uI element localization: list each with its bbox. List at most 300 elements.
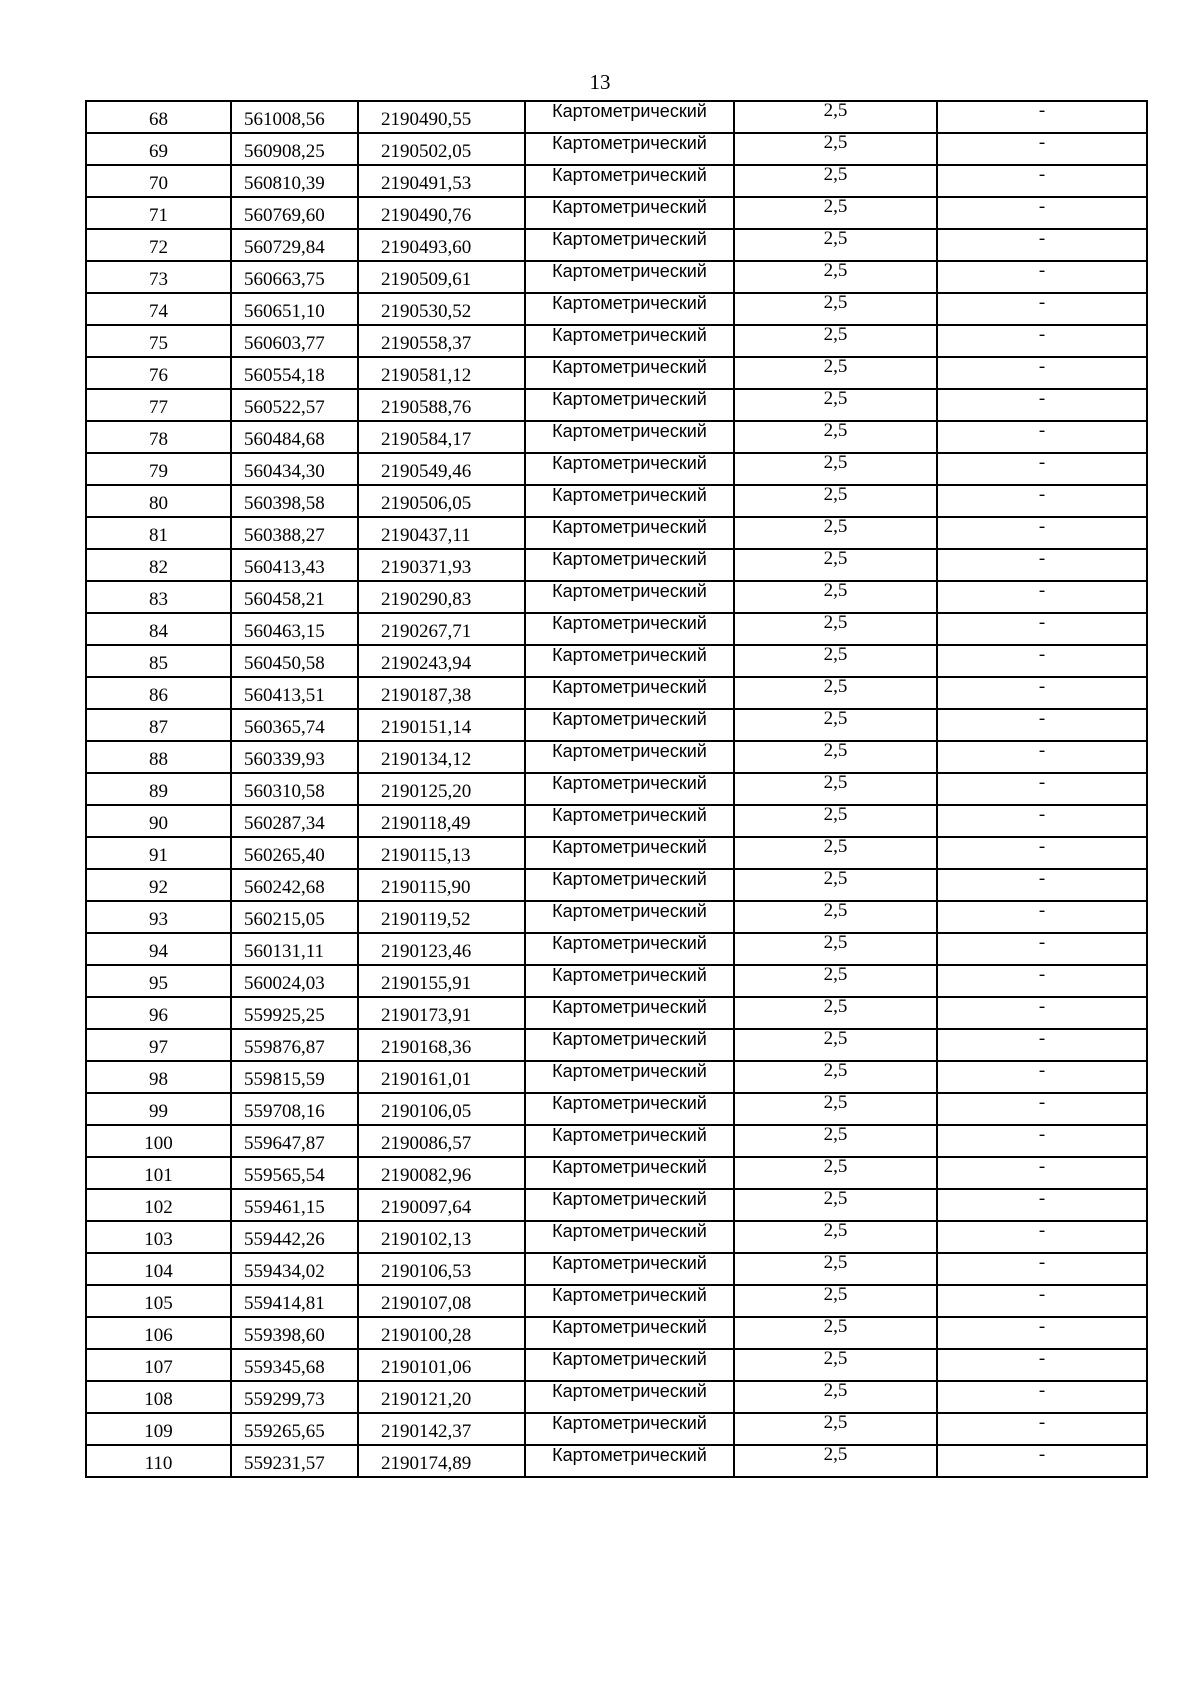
x-coordinate-cell (231, 709, 358, 741)
accuracy-cell (734, 933, 937, 965)
x-coordinate-cell-text: 560365,74 (244, 717, 325, 738)
accuracy-cell-text: 2,5 (823, 1349, 848, 1369)
y-coordinate-cell-text: 2190558,37 (381, 333, 472, 354)
point-number-cell (86, 549, 231, 581)
y-coordinate-cell-text: 2190584,17 (381, 429, 472, 450)
y-coordinate-cell-text: 2190493,60 (381, 237, 472, 258)
description-cell-text: - (1038, 133, 1046, 153)
y-coordinate-cell (358, 1189, 525, 1221)
method-cell (525, 1253, 734, 1285)
y-coordinate-cell-text: 2190530,52 (381, 301, 472, 322)
point-number-cell-text: 94 (149, 941, 168, 962)
accuracy-cell (734, 1093, 937, 1125)
y-coordinate-cell (358, 517, 525, 549)
y-coordinate-cell-text: 2190502,05 (381, 141, 472, 162)
method-cell (525, 581, 734, 613)
method-cell-text: Картометрический (552, 133, 707, 153)
y-coordinate-cell-text: 2190173,91 (381, 1005, 472, 1026)
method-cell (525, 261, 734, 293)
method-cell-text: Картометрический (552, 485, 707, 505)
description-cell-text: - (1038, 1381, 1046, 1401)
method-cell-text: Картометрический (552, 1253, 707, 1273)
point-number-cell-text: 107 (144, 1357, 173, 1378)
y-coordinate-cell-text: 2190123,46 (381, 941, 472, 962)
point-number-cell-text: 92 (149, 877, 168, 898)
accuracy-cell-text: 2,5 (823, 421, 848, 441)
y-coordinate-cell-text: 2190115,13 (381, 845, 471, 866)
y-coordinate-cell (358, 1445, 525, 1477)
point-number-cell (86, 517, 231, 549)
point-number-cell (86, 645, 231, 677)
accuracy-cell-text: 2,5 (823, 229, 848, 249)
description-cell-text: - (1038, 965, 1046, 985)
description-cell (937, 997, 1147, 1029)
point-number-cell (86, 965, 231, 997)
x-coordinate-cell-text: 559647,87 (244, 1133, 325, 1154)
description-cell (937, 869, 1147, 901)
description-cell-text: - (1038, 1125, 1046, 1145)
description-cell-text: - (1038, 325, 1046, 345)
method-cell-text: Картометрический (552, 325, 707, 345)
y-coordinate-cell (358, 645, 525, 677)
point-number-cell-text: 98 (149, 1069, 168, 1090)
description-cell-text: - (1038, 1029, 1046, 1049)
point-number-cell (86, 133, 231, 165)
point-number-cell-text: 108 (144, 1389, 173, 1410)
y-coordinate-cell-text: 2190491,53 (381, 173, 472, 194)
description-cell-text: - (1038, 197, 1046, 217)
accuracy-cell (734, 1445, 937, 1477)
x-coordinate-cell (231, 1317, 358, 1349)
y-coordinate-cell (358, 421, 525, 453)
point-number-cell (86, 389, 231, 421)
accuracy-cell-text: 2,5 (823, 1157, 848, 1177)
point-number-cell-text: 89 (149, 781, 168, 802)
x-coordinate-cell-text: 560339,93 (244, 749, 325, 770)
accuracy-cell (734, 1349, 937, 1381)
x-coordinate-cell (231, 1029, 358, 1061)
accuracy-cell (734, 1157, 937, 1189)
table-row (86, 517, 1147, 549)
description-cell (937, 1253, 1147, 1285)
method-cell (525, 421, 734, 453)
point-number-cell-text: 85 (149, 653, 168, 674)
table-row (86, 133, 1147, 165)
description-cell-text: - (1038, 901, 1046, 921)
y-coordinate-cell (358, 869, 525, 901)
x-coordinate-cell-text: 560554,18 (244, 365, 325, 386)
point-number-cell (86, 677, 231, 709)
y-coordinate-cell-text: 2190102,13 (381, 1229, 472, 1250)
x-coordinate-cell (231, 421, 358, 453)
point-number-cell-text: 95 (149, 973, 168, 994)
x-coordinate-cell-text: 560310,58 (244, 781, 325, 802)
description-cell (937, 677, 1147, 709)
point-number-cell-text: 100 (144, 1133, 173, 1154)
x-coordinate-cell (231, 997, 358, 1029)
accuracy-cell-text: 2,5 (823, 357, 848, 377)
point-number-cell-text: 80 (149, 493, 168, 514)
description-cell (937, 581, 1147, 613)
x-coordinate-cell-text: 559708,16 (244, 1101, 325, 1122)
x-coordinate-cell (231, 869, 358, 901)
method-cell (525, 965, 734, 997)
x-coordinate-cell-text: 560908,25 (244, 141, 325, 162)
description-cell (937, 1381, 1147, 1413)
method-cell-text: Картометрический (552, 1221, 707, 1241)
method-cell-text: Картометрический (552, 1381, 707, 1401)
point-number-cell-text: 105 (144, 1293, 173, 1314)
accuracy-cell (734, 261, 937, 293)
x-coordinate-cell-text: 559461,15 (244, 1197, 325, 1218)
accuracy-cell (734, 741, 937, 773)
point-number-cell-text: 75 (149, 333, 168, 354)
point-number-cell (86, 1221, 231, 1253)
method-cell (525, 549, 734, 581)
coordinates-table-body (86, 101, 1147, 1477)
point-number-cell-text: 103 (144, 1229, 173, 1250)
accuracy-cell (734, 453, 937, 485)
table-row (86, 709, 1147, 741)
method-cell (525, 517, 734, 549)
x-coordinate-cell (231, 293, 358, 325)
x-coordinate-cell-text: 559231,57 (244, 1453, 325, 1474)
point-number-cell-text: 72 (149, 237, 168, 258)
y-coordinate-cell-text: 2190506,05 (381, 493, 472, 514)
x-coordinate-cell (231, 901, 358, 933)
description-cell-text: - (1038, 741, 1046, 761)
table-row (86, 485, 1147, 517)
description-cell (937, 1093, 1147, 1125)
description-cell (937, 1317, 1147, 1349)
table-row (86, 229, 1147, 261)
method-cell (525, 1189, 734, 1221)
accuracy-cell (734, 805, 937, 837)
y-coordinate-cell-text: 2190509,61 (381, 269, 472, 290)
method-cell-text: Картометрический (552, 101, 707, 121)
accuracy-cell-text: 2,5 (823, 933, 848, 953)
accuracy-cell (734, 389, 937, 421)
description-cell-text: - (1038, 1253, 1046, 1273)
method-cell-text: Картометрический (552, 421, 707, 441)
method-cell-text: Картометрический (552, 581, 707, 601)
y-coordinate-cell (358, 229, 525, 261)
method-cell-text: Картометрический (552, 165, 707, 185)
method-cell (525, 901, 734, 933)
accuracy-cell (734, 1317, 937, 1349)
y-coordinate-cell (358, 1349, 525, 1381)
accuracy-cell-text: 2,5 (823, 965, 848, 985)
x-coordinate-cell (231, 613, 358, 645)
point-number-cell (86, 1029, 231, 1061)
x-coordinate-cell (231, 549, 358, 581)
method-cell-text: Картометрический (552, 837, 707, 857)
x-coordinate-cell-text: 560729,84 (244, 237, 325, 258)
point-number-cell-text: 104 (144, 1261, 173, 1282)
point-number-cell-text: 90 (149, 813, 168, 834)
accuracy-cell-text: 2,5 (823, 645, 848, 665)
point-number-cell-text: 97 (149, 1037, 168, 1058)
accuracy-cell-text: 2,5 (823, 485, 848, 505)
method-cell (525, 389, 734, 421)
table-row (86, 581, 1147, 613)
table-row (86, 453, 1147, 485)
description-cell-text: - (1038, 453, 1046, 473)
accuracy-cell (734, 229, 937, 261)
table-row (86, 1253, 1147, 1285)
y-coordinate-cell (358, 453, 525, 485)
x-coordinate-cell-text: 560458,21 (244, 589, 325, 610)
accuracy-cell-text: 2,5 (823, 133, 848, 153)
x-coordinate-cell-text: 560522,57 (244, 397, 325, 418)
y-coordinate-cell-text: 2190151,14 (381, 717, 472, 738)
y-coordinate-cell-text: 2190290,83 (381, 589, 472, 610)
description-cell (937, 133, 1147, 165)
method-cell (525, 133, 734, 165)
method-cell-text: Картометрический (552, 1093, 707, 1113)
point-number-cell (86, 709, 231, 741)
method-cell (525, 1445, 734, 1477)
point-number-cell (86, 1189, 231, 1221)
description-cell (937, 613, 1147, 645)
point-number-cell-text: 99 (149, 1101, 168, 1122)
x-coordinate-cell-text: 560398,58 (244, 493, 325, 514)
y-coordinate-cell (358, 1061, 525, 1093)
x-coordinate-cell-text: 559265,65 (244, 1421, 325, 1442)
x-coordinate-cell (231, 325, 358, 357)
point-number-cell (86, 421, 231, 453)
point-number-cell (86, 933, 231, 965)
table-row (86, 421, 1147, 453)
method-cell (525, 613, 734, 645)
x-coordinate-cell (231, 165, 358, 197)
y-coordinate-cell (358, 1029, 525, 1061)
description-cell-text: - (1038, 1093, 1046, 1113)
table-row (86, 1349, 1147, 1381)
accuracy-cell (734, 1061, 937, 1093)
method-cell (525, 165, 734, 197)
y-coordinate-cell (358, 1093, 525, 1125)
y-coordinate-cell-text: 2190097,64 (381, 1197, 472, 1218)
y-coordinate-cell (358, 837, 525, 869)
point-number-cell-text: 109 (144, 1421, 173, 1442)
accuracy-cell-text: 2,5 (823, 293, 848, 313)
x-coordinate-cell-text: 560463,15 (244, 621, 325, 642)
method-cell (525, 837, 734, 869)
y-coordinate-cell (358, 1253, 525, 1285)
y-coordinate-cell-text: 2190101,06 (381, 1357, 472, 1378)
y-coordinate-cell-text: 2190437,11 (381, 525, 471, 546)
x-coordinate-cell (231, 1285, 358, 1317)
method-cell-text: Картометрический (552, 965, 707, 985)
accuracy-cell (734, 965, 937, 997)
table-row (86, 1317, 1147, 1349)
accuracy-cell (734, 645, 937, 677)
method-cell-text: Картометрический (552, 933, 707, 953)
description-cell (937, 933, 1147, 965)
accuracy-cell (734, 997, 937, 1029)
accuracy-cell (734, 485, 937, 517)
method-cell (525, 485, 734, 517)
point-number-cell (86, 1381, 231, 1413)
x-coordinate-cell (231, 965, 358, 997)
method-cell-text: Картометрический (552, 709, 707, 729)
y-coordinate-cell-text: 2190549,46 (381, 461, 472, 482)
description-cell (937, 805, 1147, 837)
point-number-cell (86, 773, 231, 805)
method-cell-text: Картометрический (552, 1285, 707, 1305)
description-cell (937, 485, 1147, 517)
x-coordinate-cell (231, 677, 358, 709)
accuracy-cell-text: 2,5 (823, 1029, 848, 1049)
x-coordinate-cell (231, 1445, 358, 1477)
x-coordinate-cell-text: 560603,77 (244, 333, 325, 354)
description-cell (937, 1349, 1147, 1381)
method-cell-text: Картометрический (552, 741, 707, 761)
method-cell (525, 773, 734, 805)
point-number-cell (86, 325, 231, 357)
method-cell (525, 1125, 734, 1157)
point-number-cell (86, 485, 231, 517)
point-number-cell (86, 1253, 231, 1285)
y-coordinate-cell (358, 325, 525, 357)
y-coordinate-cell (358, 485, 525, 517)
description-cell-text: - (1038, 517, 1046, 537)
method-cell-text: Картометрический (552, 997, 707, 1017)
point-number-cell (86, 805, 231, 837)
method-cell-text: Картометрический (552, 1349, 707, 1369)
accuracy-cell-text: 2,5 (823, 837, 848, 857)
description-cell (937, 389, 1147, 421)
description-cell (937, 1189, 1147, 1221)
y-coordinate-cell (358, 101, 525, 133)
accuracy-cell (734, 869, 937, 901)
x-coordinate-cell (231, 229, 358, 261)
method-cell (525, 357, 734, 389)
y-coordinate-cell (358, 709, 525, 741)
x-coordinate-cell-text: 560287,34 (244, 813, 325, 834)
x-coordinate-cell-text: 560413,51 (244, 685, 325, 706)
method-cell (525, 677, 734, 709)
point-number-cell (86, 1317, 231, 1349)
point-number-cell-text: 70 (149, 173, 168, 194)
point-number-cell-text: 74 (149, 301, 168, 322)
accuracy-cell-text: 2,5 (823, 453, 848, 473)
table-row (86, 965, 1147, 997)
y-coordinate-cell-text: 2190581,12 (381, 365, 472, 386)
x-coordinate-cell-text: 560769,60 (244, 205, 325, 226)
method-cell-text: Картометрический (552, 1445, 707, 1465)
description-cell (937, 741, 1147, 773)
method-cell-text: Картометрический (552, 357, 707, 377)
method-cell-text: Картометрический (552, 1157, 707, 1177)
method-cell-text: Картометрический (552, 901, 707, 921)
accuracy-cell (734, 101, 937, 133)
accuracy-cell (734, 1285, 937, 1317)
point-number-cell (86, 1061, 231, 1093)
description-cell (937, 421, 1147, 453)
x-coordinate-cell (231, 1413, 358, 1445)
point-number-cell (86, 453, 231, 485)
table-row (86, 997, 1147, 1029)
accuracy-cell-text: 2,5 (823, 1381, 848, 1401)
description-cell-text: - (1038, 677, 1046, 697)
accuracy-cell-text: 2,5 (823, 389, 848, 409)
accuracy-cell (734, 293, 937, 325)
y-coordinate-cell (358, 261, 525, 293)
accuracy-cell (734, 901, 937, 933)
description-cell (937, 197, 1147, 229)
point-number-cell-text: 69 (149, 141, 168, 162)
table-row (86, 1125, 1147, 1157)
accuracy-cell-text: 2,5 (823, 165, 848, 185)
x-coordinate-cell-text: 560131,11 (244, 941, 325, 962)
accuracy-cell-text: 2,5 (823, 901, 848, 921)
table-row (86, 101, 1147, 133)
y-coordinate-cell-text: 2190082,96 (381, 1165, 472, 1186)
description-cell (937, 549, 1147, 581)
description-cell-text: - (1038, 773, 1046, 793)
x-coordinate-cell-text: 559414,81 (244, 1293, 325, 1314)
x-coordinate-cell (231, 1093, 358, 1125)
accuracy-cell-text: 2,5 (823, 1061, 848, 1081)
x-coordinate-cell-text: 560242,68 (244, 877, 325, 898)
y-coordinate-cell-text: 2190371,93 (381, 557, 472, 578)
table-row (86, 325, 1147, 357)
table-row (86, 1413, 1147, 1445)
table-row (86, 837, 1147, 869)
point-number-cell-text: 79 (149, 461, 168, 482)
y-coordinate-cell-text: 2190187,38 (381, 685, 472, 706)
x-coordinate-cell (231, 581, 358, 613)
y-coordinate-cell (358, 165, 525, 197)
point-number-cell (86, 1157, 231, 1189)
table-row (86, 549, 1147, 581)
x-coordinate-cell-text: 560651,10 (244, 301, 325, 322)
x-coordinate-cell-text: 560484,68 (244, 429, 325, 450)
y-coordinate-cell (358, 581, 525, 613)
method-cell-text: Картометрический (552, 1413, 707, 1433)
x-coordinate-cell (231, 1125, 358, 1157)
table-row (86, 1221, 1147, 1253)
y-coordinate-cell (358, 997, 525, 1029)
description-cell-text: - (1038, 933, 1046, 953)
x-coordinate-cell-text: 559876,87 (244, 1037, 325, 1058)
x-coordinate-cell (231, 837, 358, 869)
description-cell-text: - (1038, 581, 1046, 601)
description-cell (937, 1445, 1147, 1477)
point-number-cell-text: 93 (149, 909, 168, 930)
y-coordinate-cell (358, 1381, 525, 1413)
accuracy-cell-text: 2,5 (823, 677, 848, 697)
method-cell-text: Картометрический (552, 1125, 707, 1145)
y-coordinate-cell (358, 389, 525, 421)
description-cell (937, 357, 1147, 389)
description-cell (937, 773, 1147, 805)
y-coordinate-cell-text: 2190588,76 (381, 397, 472, 418)
description-cell-text: - (1038, 997, 1046, 1017)
x-coordinate-cell (231, 1253, 358, 1285)
point-number-cell (86, 837, 231, 869)
accuracy-cell-text: 2,5 (823, 1285, 848, 1305)
description-cell-text: - (1038, 645, 1046, 665)
description-cell-text: - (1038, 1445, 1046, 1465)
description-cell (937, 101, 1147, 133)
point-number-cell (86, 613, 231, 645)
table-row (86, 741, 1147, 773)
description-cell-text: - (1038, 165, 1046, 185)
point-number-cell-text: 78 (149, 429, 168, 450)
